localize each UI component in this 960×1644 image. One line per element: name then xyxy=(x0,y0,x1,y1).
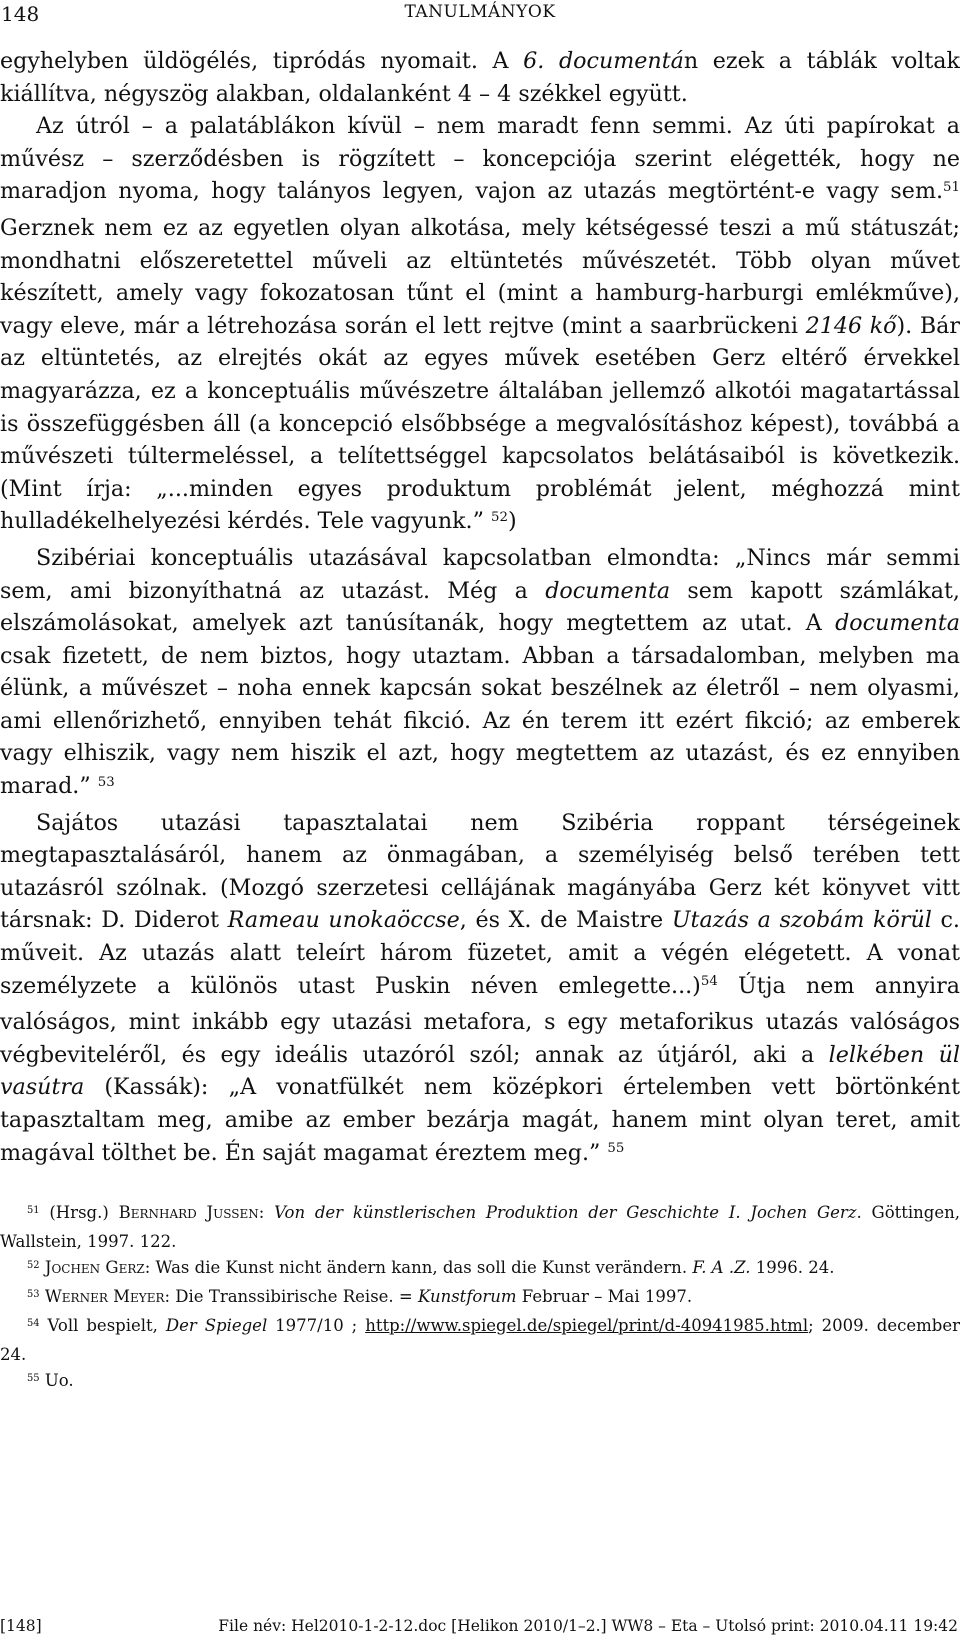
footnotes xyxy=(0,1200,960,1397)
footnote-53 xyxy=(0,1284,960,1313)
paragraph-4 xyxy=(0,807,960,1174)
text-run: Uo. xyxy=(39,1371,74,1390)
italic-run: documenta xyxy=(545,577,671,604)
footnote-54 xyxy=(0,1313,960,1368)
italic-run: lelkében ül vasútra xyxy=(0,1041,960,1101)
italic-run: documenta xyxy=(835,610,960,637)
italic-run: F. A .Z. xyxy=(692,1258,751,1277)
text-run: Szibériai konceptuális utazásával kapcsolatban elmondta: „Nincs már semmi sem, ami bizonyíthatná az utazást. Még a xyxy=(0,544,960,604)
text-run: Gerznek nem ez az egyetlen olyan alkotása, mely kétségessé teszi a mű státuszát; mondhatni előszeretettel műveli az eltüntetés művészetét. Több olyan művet készített, amely vagy fokozatosan tűnt el (mint a hamburg-harburgi emlékműve), vagy eleve, már a létrehozása során el lett rejtve (mint a saarbrückeni xyxy=(0,214,960,339)
text-run: Sajátos utazási tapasztalatai nem Szibéria roppant térségeinek megtapasztalásáról, hanem az önmagában, a személyiség belső terében tett utazásról szólnak. (Mozgó szerzetesi cellájának magányába Gerz két könyvet vitt társnak: D. Diderot xyxy=(0,809,960,934)
spiegel-link[interactable]: http://www.spiegel.de/spiegel/print/d-40941985.html xyxy=(365,1316,809,1335)
footnote-number: 52 xyxy=(27,1259,40,1271)
text-run: Útja nem annyira valóságos, mint inkább egy utazási metafora, s egy metaforikus utazás valóságos végbeviteléről, és egy ideális utazóról szól; annak az útjáról, aki a xyxy=(0,972,960,1068)
text-run: 1977/10 ; xyxy=(267,1316,366,1335)
author-name: Bernhard Jussen xyxy=(118,1203,259,1222)
text-run: , és X. de Maistre xyxy=(459,907,672,934)
italic-run: 6. documentá xyxy=(523,48,684,74)
footnote-number: 51 xyxy=(27,1204,40,1216)
running-head: TANULMÁNYOK xyxy=(404,2,556,22)
author-name: Jochen Gerz xyxy=(44,1258,145,1277)
italic-run: Rameau unokaöccse xyxy=(227,907,460,934)
text-run: sem kapott számlákat, elszámolásokat, amelyek azt tanúsítanák, hogy megtettem az utat. A xyxy=(0,577,960,637)
italic-run: 2146 kő xyxy=(805,312,897,339)
italic-run: Kunstforum xyxy=(418,1287,517,1306)
paragraph-3 xyxy=(0,542,960,807)
text-run: . Göttingen, Wallstein, 1997. 122. xyxy=(0,1203,960,1251)
text-run: (Kassák): „A vonatfülkét nem középkori értelemben vett börtönként tapasztaltam meg, amibe az ember bezárja magát, hanem mint olyan teret, amit magával tölthet be. Én saját magamat éreztem meg.” xyxy=(0,1074,960,1166)
footnote-ref[interactable]: 53 xyxy=(97,774,115,790)
text-run: n ezek a táblák voltak kiállítva, négyszög alakban, oldalanként 4 – 4 székkel együtt. xyxy=(0,48,960,107)
footnote-number: 54 xyxy=(27,1317,40,1329)
footnote-51 xyxy=(0,1200,960,1255)
text-run: : xyxy=(258,1203,275,1222)
text-run: ; 2009. december 24. xyxy=(0,1316,960,1364)
footnote-ref[interactable]: 52 xyxy=(491,510,508,525)
footnote-ref[interactable]: 54 xyxy=(700,974,718,990)
footnote-number: 53 xyxy=(27,1288,40,1300)
paragraph-2 xyxy=(0,110,960,542)
body-text xyxy=(0,45,960,1173)
text-run: 1996. 24. xyxy=(750,1258,835,1277)
page-number: 148 xyxy=(1,2,40,26)
italic-run: Der Spiegel xyxy=(165,1316,268,1335)
footnote-55 xyxy=(0,1368,960,1397)
italic-run: Von der künstlerischen Produktion der Geschichte I. Jochen Gerz xyxy=(274,1203,857,1222)
paragraph-1 xyxy=(0,45,960,110)
text-run: : Die Transsibirische Reise. = xyxy=(164,1287,418,1306)
footnote-52 xyxy=(0,1255,960,1284)
footnote-ref[interactable]: 51 xyxy=(943,180,960,196)
text-run: ) xyxy=(507,508,517,535)
footnote-ref[interactable]: 55 xyxy=(607,1141,625,1157)
footer-file-info: File név: Hel2010-1-2-12.doc [Helikon 2010/1–2.] WW8 – Eta – Utolsó print: 2010.04.11 19:42 xyxy=(218,1617,958,1635)
text-run: csak fizetett, de nem biztos, hogy utaztam. Abban a társadalomban, melyben ma élünk, a művészet – noha ennek kapcsán sokat beszélnek az életről – nem olyasmi, ami ellenőrizhető, ennyiben tehát fikció. Az én terem itt ezért fikció; az emberek vagy elhiszik, vagy nem hiszik el azt, hogy megtettem az utazást, és ez ennyiben marad.” xyxy=(0,642,960,800)
text-run: (Hrsg.) xyxy=(39,1203,119,1222)
text-run: : Was die Kunst nicht ändern kann, das soll die Kunst verändern. xyxy=(144,1258,693,1277)
text-run: ). Bár az eltüntetés, az elrejtés okát az egyes művek esetében Gerz eltérő érvekkel magyarázza, ez a konceptuális művészetre általában jellemző alkotói magatartással is összefüggésben áll (a koncepció elsőbbsége a megvalósításhoz képest), továbbá a művészeti túltermeléssel, a telítettséggel kapcsolatos belátásaiból is következik. (Mint írja: „...minden egyes produktum problémát jelent, méghozzá mint hulladékelhelyezési kérdés. Tele vagyunk.” xyxy=(0,312,960,535)
text-run: c. műveit. Az utazás alatt teleírt három füzetet, amit a végén elégetett. A vonat személyzete a különös utast Puskin néven emlegette...) xyxy=(0,907,960,999)
text-run: Voll bespielt, xyxy=(39,1316,166,1335)
footer-page-number: [148] xyxy=(0,1617,42,1635)
text-run: Februar – Mai 1997. xyxy=(516,1287,693,1306)
footnote-number: 55 xyxy=(27,1372,40,1384)
text-run: Az útról – a palatáblákon kívül – nem maradt fenn semmi. Az úti papírokat a művész – szerződésben is rögzített – koncepciója szerint elégették, hogy ne maradjon nyoma, hogy talányos legyen, vajon az utazás megtörtént-e vagy sem. xyxy=(0,113,960,205)
text-run: egyhelyben üldögélés, tipródás nyomait. A xyxy=(0,48,524,74)
author-name: Werner Meyer xyxy=(44,1287,165,1306)
italic-run: Utazás a szobám körül xyxy=(671,907,932,934)
